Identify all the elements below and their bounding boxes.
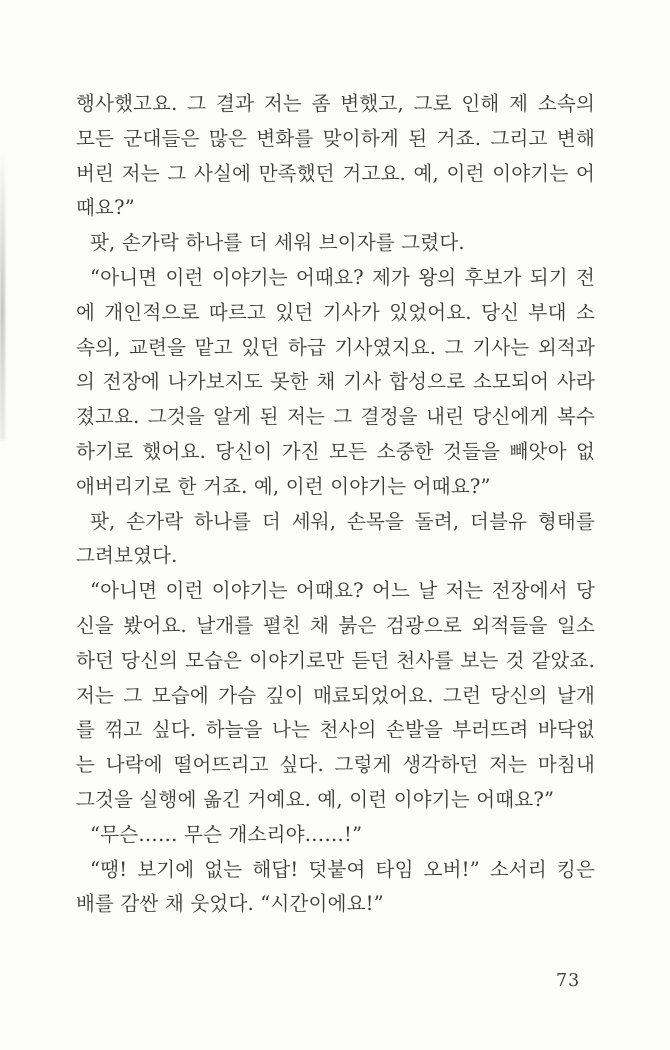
- text-line: 의 전장에 나가보지도 못한 채 기사 합성으로 소모되어 사라: [76, 370, 595, 394]
- text-line: 속의, 교련을 맡고 있던 하급 기사였지요. 그 기사는 외적과: [76, 335, 595, 359]
- paragraph: [76, 261, 595, 505]
- text-line: 는 나락에 떨어뜨리고 싶다. 그렇게 생각하던 저는 마침내: [76, 753, 595, 777]
- paragraph: [76, 87, 595, 226]
- text-line: 행사했고요. 그 결과 저는 좀 변했고, 그로 인해 제 소속의: [76, 92, 595, 115]
- text-line: 를 꺾고 싶다. 하늘을 나는 천사의 손발을 부러뜨려 바닥없: [76, 718, 595, 742]
- paragraph: [76, 574, 595, 818]
- text-line: 에 개인적으로 따르고 있던 기사가 있었어요. 당신 부대 소: [76, 300, 595, 324]
- text-line: “아니면 이런 이야기는 어때요? 제가 왕의 후보가 되기 전: [90, 265, 595, 289]
- page-text: [76, 87, 595, 922]
- paragraph: [76, 853, 595, 923]
- paragraph: [76, 226, 595, 261]
- text-line: 그려보였다.: [76, 544, 178, 568]
- paragraph: [76, 818, 595, 853]
- text-line: 배를 감싼 채 웃었다. “시간이에요!”: [76, 892, 384, 916]
- text-line: 때요?”: [76, 196, 135, 220]
- text-line: “무슨…… 무슨 개소리야……!”: [90, 822, 363, 846]
- text-line: 그것을 실행에 옮긴 거예요. 예, 이런 이야기는 어때요?”: [76, 787, 555, 811]
- text-line: 신을 봤어요. 날개를 펼친 채 붉은 검광으로 외적들을 일소: [76, 613, 595, 637]
- page-number: 73: [556, 971, 581, 991]
- text-line: 버린 저는 그 사실에 만족했던 거고요. 예, 이런 이야기는 어: [76, 161, 595, 185]
- text-line: 저는 그 모습에 가슴 깊이 매료되었어요. 그런 당신의 날개: [76, 683, 595, 707]
- text-line: 졌고요. 그것을 알게 된 저는 그 결정을 내린 당신에게 복수: [76, 405, 595, 429]
- paragraph: [76, 505, 595, 575]
- text-line: “땡! 보기에 없는 해답! 덧붙여 타임 오버!” 소서리 킹은: [90, 857, 595, 881]
- text-line: 팟, 손가락 하나를 더 세워 브이자를 그렸다.: [90, 231, 465, 255]
- text-line: 하던 당신의 모습은 이야기로만 듣던 천사를 보는 것 같았죠.: [76, 648, 595, 672]
- text-line: 팟, 손가락 하나를 더 세워, 손목을 돌려, 더블유 형태를: [90, 509, 595, 533]
- text-line: “아니면 이런 이야기는 어때요? 어느 날 저는 전장에서 당: [90, 579, 595, 603]
- scan-edge-shadow: [0, 150, 5, 440]
- text-line: 하기로 했어요. 당신이 가진 모든 소중한 것들을 빼앗아 없: [76, 439, 595, 463]
- text-line: 애버리기로 한 거죠. 예, 이런 이야기는 어때요?”: [76, 474, 491, 498]
- text-line: 모든 군대들은 많은 변화를 맞이하게 된 거죠. 그리고 변해: [76, 126, 595, 150]
